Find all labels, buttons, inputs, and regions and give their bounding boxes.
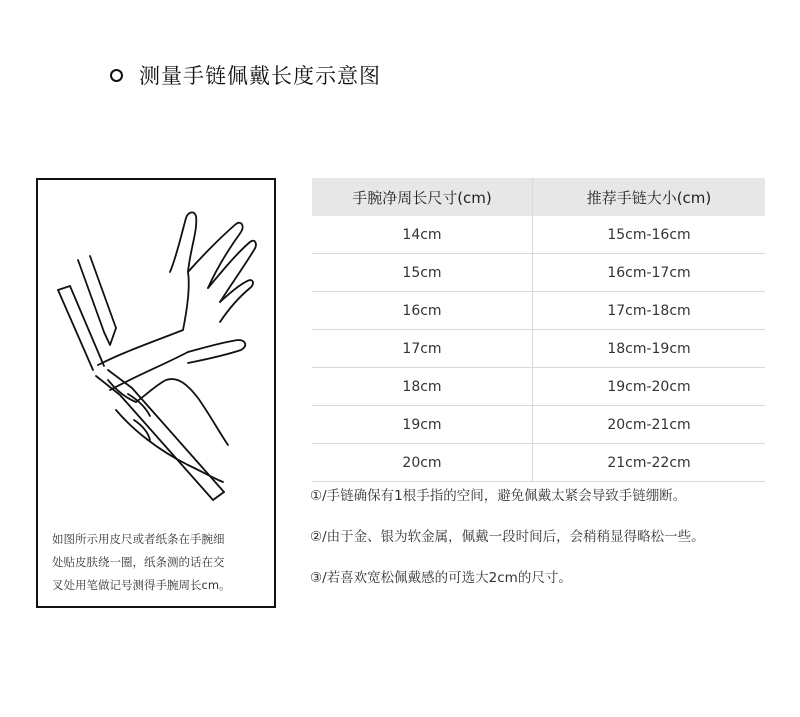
bracelet-size-cell: 20cm-21cm: [533, 406, 766, 444]
table-row: [312, 444, 765, 482]
title-row: [110, 58, 381, 92]
table-row: [312, 216, 765, 254]
table-row: [312, 292, 765, 330]
wrist-size-cell: 20cm: [312, 444, 533, 482]
circle-bullet-icon: [110, 69, 123, 82]
header-wrist-size: 手腕净周长尺寸(cm): [312, 178, 533, 216]
wrist-size-cell: 17cm: [312, 330, 533, 368]
note-item: ③/若喜欢宽松佩戴感的可选大2cm的尺寸。: [310, 570, 572, 586]
wrist-size-cell: 14cm: [312, 216, 533, 254]
bracelet-size-cell: 19cm-20cm: [533, 368, 766, 406]
bracelet-size-cell: 15cm-16cm: [533, 216, 766, 254]
table-header-row: [312, 178, 765, 216]
illustration-caption: [52, 528, 264, 597]
header-recommended-size: 推荐手链大小(cm): [533, 178, 766, 216]
table-row: [312, 368, 765, 406]
table-row: [312, 330, 765, 368]
wrist-size-cell: 16cm: [312, 292, 533, 330]
wrist-size-cell: 15cm: [312, 254, 533, 292]
bracelet-size-cell: 18cm-19cm: [533, 330, 766, 368]
caption-line: 处贴皮肤绕一圈，纸条测的话在交: [52, 555, 225, 569]
notes-list: [310, 482, 790, 605]
caption-line: 如图所示用皮尺或者纸条在手腕细: [52, 532, 225, 546]
page-title: 测量手链佩戴长度示意图: [139, 64, 381, 88]
wrist-size-cell: 18cm: [312, 368, 533, 406]
note-item: ②/由于金、银为软金属，佩戴一段时间后，会稍稍显得略松一些。: [310, 529, 705, 545]
measurement-illustration-panel: [36, 178, 276, 608]
wrist-size-cell: 19cm: [312, 406, 533, 444]
bracelet-size-cell: 17cm-18cm: [533, 292, 766, 330]
size-chart-table: [312, 178, 765, 482]
bracelet-size-cell: 21cm-22cm: [533, 444, 766, 482]
caption-line: 叉处用笔做记号测得手腕周长cm。: [52, 578, 231, 592]
table-row: [312, 406, 765, 444]
bracelet-size-cell: 16cm-17cm: [533, 254, 766, 292]
wrist-measuring-icon: [38, 180, 274, 520]
note-item: ①/手链确保有1根手指的空间，避免佩戴太紧会导致手链绷断。: [310, 488, 687, 504]
table-row: [312, 254, 765, 292]
